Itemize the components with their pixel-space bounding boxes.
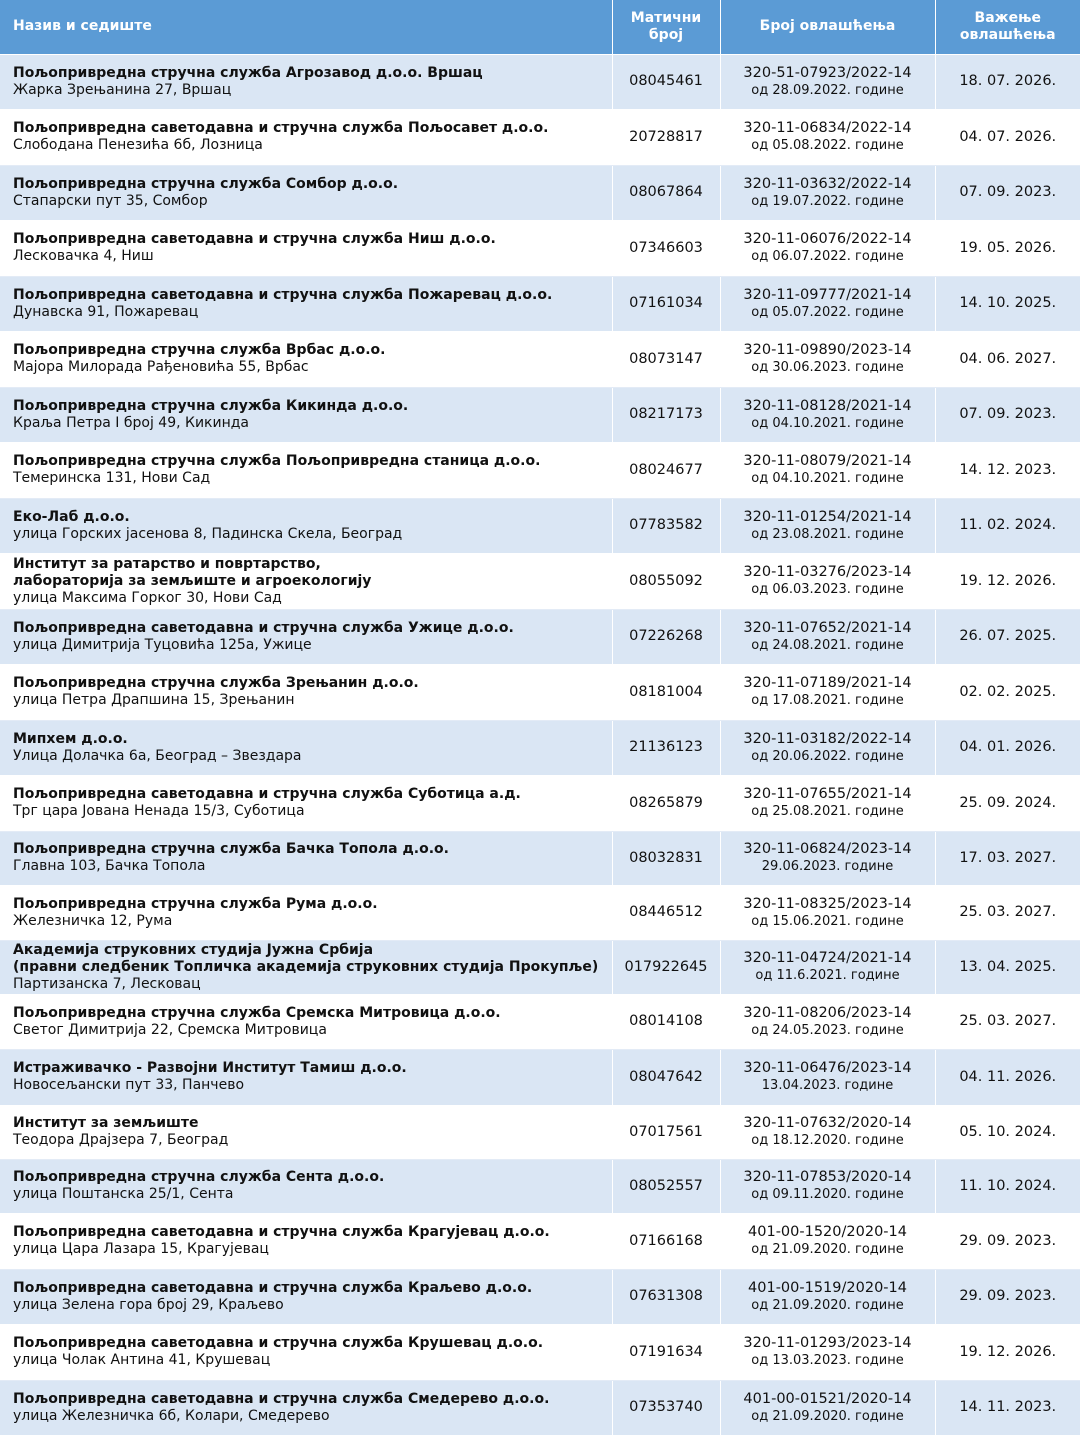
organization-cell: [0, 387, 612, 442]
validity-date: 05. 10. 2024.: [935, 1105, 1080, 1159]
organization-cell: [0, 498, 612, 553]
organization-cell: [0, 1049, 612, 1105]
organization-cell: [0, 1159, 612, 1213]
table-row: [0, 1213, 1080, 1269]
authorization-date: од 05.08.2022. године: [751, 138, 904, 153]
authorization-cell: [720, 1269, 935, 1324]
organization-name: Еко-Лаб д.о.о.: [13, 508, 130, 525]
organization-name: Пољопривредна стручна служба Сента д.о.о.: [13, 1169, 385, 1185]
authorization-number: 320-11-06824/2023-14: [743, 841, 912, 857]
header-authorization-number: Број овлашћења: [720, 0, 935, 54]
organization-name: Пољопривредна саветодавна и стручна служба Ниш д.о.о.: [13, 231, 496, 247]
validity-date: 29. 09. 2023.: [935, 1269, 1080, 1324]
organization-name: Пољопривредна стручна служба Бачка Топола д.о.о.: [13, 841, 449, 857]
organization-address: Слободана Пенезића 6б, Лозница: [13, 137, 263, 153]
authorization-cell: [720, 940, 935, 994]
organization-address: Главна 103, Бачка Топола: [13, 858, 206, 874]
authorization-cell: [720, 775, 935, 831]
registration-number: 07346603: [612, 220, 720, 276]
authorization-date: 29.06.2023. године: [761, 859, 894, 874]
authorization-date: од 20.06.2022. године: [751, 748, 904, 764]
authorization-cell: [720, 498, 935, 553]
registration-number: 07191634: [612, 1324, 720, 1380]
authorization-cell: [720, 831, 935, 885]
authorization-cell: [720, 664, 935, 720]
organization-address: Жарка Зрењанина 27, Вршац: [13, 81, 232, 98]
authorization-date: од 06.03.2023. године: [751, 582, 904, 597]
authorization-number: 320-11-01254/2021-14: [743, 508, 912, 525]
organization-name: Пољопривредна саветодавна и стручна служба Суботица а.д.: [13, 786, 521, 802]
organization-address: Трг цара Јована Ненада 15/3, Суботица: [13, 803, 305, 819]
registration-number: 08014108: [612, 994, 720, 1049]
organization-name: Пољопривредна стручна служба Сомбор д.о.о.: [13, 175, 399, 192]
authorization-number: 320-11-09890/2023-14: [743, 342, 912, 358]
organization-name: Пољопривредна саветодавна и стручна служба Пожаревац д.о.о.: [13, 286, 553, 303]
authorization-cell: [720, 1159, 935, 1213]
table-row: [0, 664, 1080, 720]
authorization-date: од 21.09.2020. године: [751, 1297, 904, 1313]
validity-date: 14. 11. 2023.: [935, 1380, 1080, 1435]
authorization-cell: [720, 276, 935, 331]
authorization-number: 320-11-07655/2021-14: [743, 786, 912, 802]
organization-name: Институт за земљиште: [13, 1115, 199, 1131]
validity-date: 19. 12. 2026.: [935, 1324, 1080, 1380]
registration-number: 08045461: [612, 54, 720, 109]
registration-number: 017922645: [612, 940, 720, 994]
validity-date: 04. 01. 2026.: [935, 720, 1080, 775]
authorization-number: 320-11-08128/2021-14: [743, 397, 912, 414]
organization-cell: [0, 609, 612, 664]
organization-address: Краља Петра I број 49, Кикинда: [13, 414, 250, 431]
authorization-date: од 21.09.2020. године: [751, 1408, 904, 1424]
validity-date: 25. 03. 2027.: [935, 885, 1080, 940]
organization-cell: [0, 276, 612, 331]
validity-date: 17. 03. 2027.: [935, 831, 1080, 885]
table-row: [0, 831, 1080, 885]
validity-date: 07. 09. 2023.: [935, 387, 1080, 442]
validity-date: 26. 07. 2025.: [935, 609, 1080, 664]
validity-date: 19. 05. 2026.: [935, 220, 1080, 276]
authorization-number: 320-11-03182/2022-14: [743, 730, 912, 747]
table-row: [0, 1159, 1080, 1213]
authorization-cell: [720, 885, 935, 940]
organization-cell: [0, 1380, 612, 1435]
organization-cell: [0, 664, 612, 720]
validity-date: 11. 10. 2024.: [935, 1159, 1080, 1213]
table-row: [0, 1105, 1080, 1159]
registration-number: 08181004: [612, 664, 720, 720]
authorization-date: 13.04.2023. године: [761, 1078, 894, 1093]
authorization-cell: [720, 609, 935, 664]
organization-address: Железничка 12, Рума: [13, 912, 173, 929]
table-row: [0, 720, 1080, 775]
organization-address: Стапарски пут 35, Сомбор: [13, 192, 208, 209]
validity-date: 13. 04. 2025.: [935, 940, 1080, 994]
table-row: [0, 331, 1080, 387]
authorization-number: 320-11-08206/2023-14: [743, 1004, 912, 1021]
organization-address: Дунавска 91, Пожаревац: [13, 303, 199, 320]
organization-name: Пољопривредна саветодавна и стручна служба Ужице д.о.о.: [13, 619, 514, 636]
registration-number: 08067864: [612, 165, 720, 220]
table-row: [0, 553, 1080, 609]
organization-cell: [0, 165, 612, 220]
organization-name: Пољопривредна стручна служба Зрењанин д.о.о.: [13, 675, 419, 691]
registration-number: 08047642: [612, 1049, 720, 1105]
table-row: [0, 442, 1080, 498]
authorization-cell: [720, 165, 935, 220]
authorization-date: од 05.07.2022. године: [751, 304, 904, 320]
organization-cell: [0, 331, 612, 387]
organization-address: улица Цара Лазара 15, Крагујевац: [13, 1241, 269, 1257]
table-row: [0, 885, 1080, 940]
registration-number: 08446512: [612, 885, 720, 940]
authorization-number: 320-11-07853/2020-14: [743, 1169, 912, 1185]
organization-cell: [0, 940, 612, 994]
organization-name: Пољопривредна стручна служба Врбас д.о.о.: [13, 342, 386, 358]
authorization-date: од 17.08.2021. године: [751, 693, 904, 708]
table-row: [0, 1269, 1080, 1324]
authorization-number: 320-11-08079/2021-14: [743, 453, 912, 469]
organization-name: Пољопривредна саветодавна и стручна служба Смедерево д.о.о.: [13, 1390, 550, 1407]
registration-number: 08073147: [612, 331, 720, 387]
registration-number: 07161034: [612, 276, 720, 331]
organization-name: Пољопривредна стручна служба Пољопривредна станица д.о.о.: [13, 453, 541, 469]
organization-address: Теодора Драјзера 7, Београд: [13, 1132, 229, 1148]
organization-address: Партизанска 7, Лесковац: [13, 975, 201, 992]
authorization-number: 320-11-06476/2023-14: [743, 1060, 912, 1076]
authorization-number: 320-11-03632/2022-14: [743, 175, 912, 192]
organization-name: Пољопривредна стручна служба Кикинда д.о.о.: [13, 397, 409, 414]
authorization-cell: [720, 1324, 935, 1380]
organization-address: улица Железничка 6б, Колари, Смедерево: [13, 1407, 330, 1424]
organization-name: Институт за ратарство и повртарство, лабораторија за земљиште и агроекологију: [13, 555, 372, 589]
registration-number: 07353740: [612, 1380, 720, 1435]
validity-date: 02. 02. 2025.: [935, 664, 1080, 720]
authorization-date: од 24.08.2021. године: [751, 637, 904, 653]
registration-number: 07166168: [612, 1213, 720, 1269]
organization-name: Истраживачко - Развојни Институт Тамиш д.о.о.: [13, 1060, 407, 1076]
registration-number: 08055092: [612, 553, 720, 609]
organization-name: Пољопривредна саветодавна и стручна служба Краљево д.о.о.: [13, 1279, 533, 1296]
authorization-cell: [720, 387, 935, 442]
registration-number: 07226268: [612, 609, 720, 664]
organization-address: Новосељански пут 33, Панчево: [13, 1077, 245, 1093]
authorization-cell: [720, 553, 935, 609]
table-row: [0, 994, 1080, 1049]
table-header-row: [0, 0, 1080, 54]
authorization-number: 320-11-04724/2021-14: [743, 950, 912, 966]
organization-address: улица Максима Горког 30, Нови Сад: [13, 589, 282, 606]
organization-address: улица Чолак Антина 41, Крушевац: [13, 1352, 271, 1368]
table-row: [0, 498, 1080, 553]
organization-cell: [0, 442, 612, 498]
registration-number: 08217173: [612, 387, 720, 442]
organization-address: улица Зелена гора број 29, Краљево: [13, 1296, 284, 1313]
registration-number: 07631308: [612, 1269, 720, 1324]
authorization-number: 401-00-1519/2020-14: [748, 1279, 907, 1296]
validity-date: 04. 06. 2027.: [935, 331, 1080, 387]
table-row: [0, 1049, 1080, 1105]
organization-cell: [0, 1269, 612, 1324]
organization-cell: [0, 1324, 612, 1380]
organization-name: Пољопривредна стручна служба Сремска Митровица д.о.о.: [13, 1004, 501, 1021]
header-name: Назив и седиште: [0, 0, 612, 54]
registration-number: 21136123: [612, 720, 720, 775]
registration-number: 08032831: [612, 831, 720, 885]
authorization-cell: [720, 1049, 935, 1105]
validity-date: 18. 07. 2026.: [935, 54, 1080, 109]
table-row: [0, 1380, 1080, 1435]
authorization-number: 320-11-06834/2022-14: [743, 120, 912, 136]
authorization-date: од 06.07.2022. године: [751, 249, 904, 264]
organization-address: Светог Димитрија 22, Сремска Митровица: [13, 1021, 327, 1038]
table-row: [0, 940, 1080, 994]
organization-cell: [0, 54, 612, 109]
organization-cell: [0, 1213, 612, 1269]
authorization-number: 320-11-08325/2023-14: [743, 895, 912, 912]
authorization-date: од 28.09.2022. године: [751, 82, 904, 98]
authorization-date: од 21.09.2020. године: [751, 1242, 904, 1257]
validity-date: 29. 09. 2023.: [935, 1213, 1080, 1269]
registration-number: 08024677: [612, 442, 720, 498]
organization-address: Лесковачка 4, Ниш: [13, 248, 154, 264]
registration-number: 07783582: [612, 498, 720, 553]
validity-date: 04. 11. 2026.: [935, 1049, 1080, 1105]
organization-cell: [0, 1105, 612, 1159]
authorization-date: од 15.06.2021. године: [751, 913, 904, 929]
organization-address: улица Петра Драпшина 15, Зрењанин: [13, 692, 295, 708]
organization-cell: [0, 885, 612, 940]
authorization-number: 320-11-01293/2023-14: [743, 1335, 912, 1351]
authorization-number: 320-11-07632/2020-14: [743, 1115, 912, 1131]
table-row: [0, 609, 1080, 664]
table-row: [0, 775, 1080, 831]
table-row: [0, 1324, 1080, 1380]
authorization-date: од 30.06.2023. године: [751, 360, 904, 375]
registration-number: 08052557: [612, 1159, 720, 1213]
authorization-number: 320-11-06076/2022-14: [743, 231, 912, 247]
organization-address: улица Горских јасенова 8, Падинска Скела, Београд: [13, 525, 403, 542]
authorization-cell: [720, 720, 935, 775]
authorization-number: 320-11-07652/2021-14: [743, 619, 912, 636]
organization-cell: [0, 775, 612, 831]
table-row: [0, 109, 1080, 165]
registration-number: 08265879: [612, 775, 720, 831]
header-registration-number: Матични број: [612, 0, 720, 54]
authorization-date: од 04.10.2021. године: [751, 471, 904, 486]
authorization-date: од 04.10.2021. године: [751, 415, 904, 431]
organization-cell: [0, 994, 612, 1049]
organization-address: улица Поштанска 25/1, Сента: [13, 1186, 234, 1202]
authorization-date: од 18.12.2020. године: [751, 1133, 904, 1148]
authorization-cell: [720, 1213, 935, 1269]
authorization-date: од 19.07.2022. године: [751, 193, 904, 209]
authorization-cell: [720, 220, 935, 276]
validity-date: 25. 09. 2024.: [935, 775, 1080, 831]
registration-number: 20728817: [612, 109, 720, 165]
authorization-date: од 25.08.2021. године: [751, 804, 904, 819]
organization-name: Пољопривредна саветодавна и стручна служба Крушевац д.о.о.: [13, 1335, 544, 1351]
organization-cell: [0, 109, 612, 165]
validity-date: 25. 03. 2027.: [935, 994, 1080, 1049]
authorization-cell: [720, 994, 935, 1049]
authorization-date: од 13.03.2023. године: [751, 1353, 904, 1368]
table-row: [0, 54, 1080, 109]
authorization-number: 320-11-09777/2021-14: [743, 286, 912, 303]
validity-date: 04. 07. 2026.: [935, 109, 1080, 165]
organization-name: Пољопривредна саветодавна и стручна служба Крагујевац д.о.о.: [13, 1224, 550, 1240]
organization-name: Академија струковних студија Јужна Србија (правни следбеник Топличка академија струковних студија Прокупље): [13, 941, 599, 975]
table-row: [0, 276, 1080, 331]
authorization-date: од 09.11.2020. године: [751, 1187, 904, 1202]
organization-address: Мајора Милорада Рађеновића 55, Врбас: [13, 359, 309, 375]
table-row: [0, 220, 1080, 276]
validity-date: 14. 10. 2025.: [935, 276, 1080, 331]
authorization-cell: [720, 109, 935, 165]
table-body: [0, 54, 1080, 1435]
organization-cell: [0, 720, 612, 775]
authorization-number: 320-11-03276/2023-14: [743, 564, 912, 580]
table-row: [0, 165, 1080, 220]
organization-name: Пољопривредна стручна служба Рума д.о.о.: [13, 895, 378, 912]
authorization-cell: [720, 1380, 935, 1435]
registration-number: 07017561: [612, 1105, 720, 1159]
authorization-cell: [720, 331, 935, 387]
organization-cell: [0, 831, 612, 885]
table-row: [0, 387, 1080, 442]
authorization-date: од 24.05.2023. године: [751, 1022, 904, 1038]
authorization-date: од 23.08.2021. године: [751, 526, 904, 542]
validity-date: 19. 12. 2026.: [935, 553, 1080, 609]
organization-name: Пољопривредна стручна служба Агрозавод д.о.о. Вршац: [13, 64, 483, 81]
header-validity: Важење овлашћења: [935, 0, 1080, 54]
validity-date: 14. 12. 2023.: [935, 442, 1080, 498]
organization-name: Пољопривредна саветодавна и стручна служба Пољосавет д.о.о.: [13, 120, 549, 136]
organization-address: Темеринска 131, Нови Сад: [13, 470, 211, 486]
authorization-cell: [720, 1105, 935, 1159]
organization-address: Улица Долачка 6а, Београд – Звездара: [13, 747, 302, 764]
authorization-number: 401-00-01521/2020-14: [743, 1390, 912, 1407]
authorization-cell: [720, 442, 935, 498]
organization-cell: [0, 553, 612, 609]
validity-date: 11. 02. 2024.: [935, 498, 1080, 553]
authorization-date: од 11.6.2021. године: [755, 968, 900, 983]
organization-cell: [0, 220, 612, 276]
organization-address: улица Димитрија Туцовића 125а, Ужице: [13, 636, 312, 653]
authorization-number: 320-51-07923/2022-14: [743, 64, 912, 81]
validity-date: 07. 09. 2023.: [935, 165, 1080, 220]
organization-name: Мипхем д.о.о.: [13, 730, 128, 747]
authorization-number: 401-00-1520/2020-14: [748, 1224, 907, 1240]
authorization-number: 320-11-07189/2021-14: [743, 675, 912, 691]
authorization-cell: [720, 54, 935, 109]
